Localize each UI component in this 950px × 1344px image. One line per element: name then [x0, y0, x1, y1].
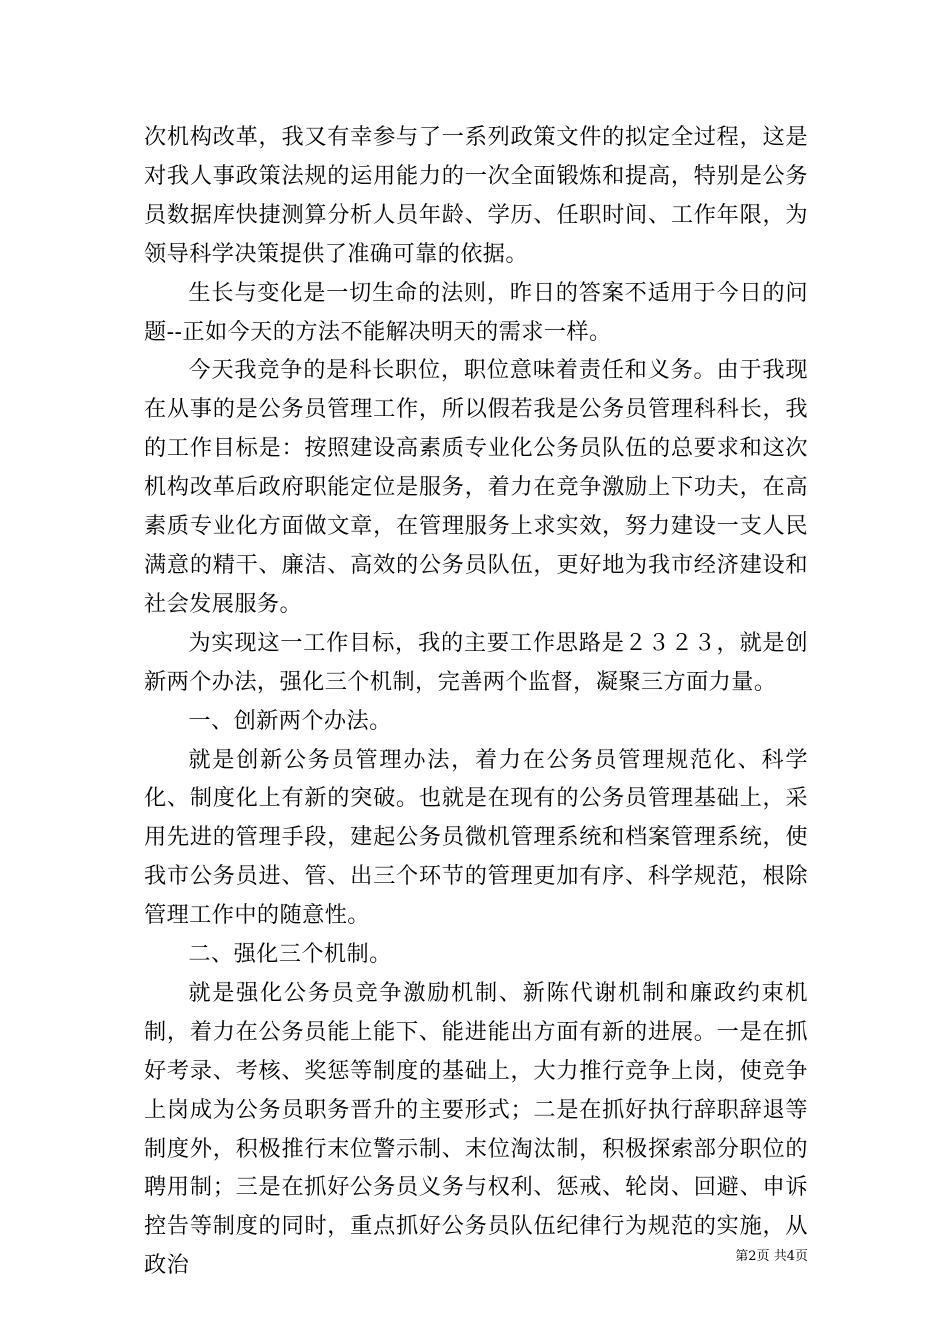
- paragraph-section-two: 就是强化公务员竞争激励机制、新陈代谢机制和廉政约束机制，着力在公务员能上能下、能进能出方面有新的进展。一是在抓好考录、考核、奖惩等制度的基础上，大力推行竞争上岗，使竞争上岗成为公务员职务晋升的主要形式；二是在抓好执行辞职辞退等制度外，积极推行末位警示制、末位淘汰制，积极探索部分职位的聘用制；三是在抓好公务员义务与权利、惩戒、轮岗、回避、申诉控告等制度的同时，重点抓好公务员队伍纪律行为规范的实施，从政治: [144, 979, 808, 1279]
- paragraph-work-goal: 今天我竞争的是科长职位，职位意味着责任和义务。由于我现在从事的是公务员管理工作，所以假若我是公务员管理科科长，我的工作目标是：按照建设高素质专业化公务员队伍的总要求和这次机构改革后政府职能定位是服务，着力在竞争激励上下功夫，在高素质专业化方面做文章，在管理服务上求实效，努力建设一支人民满意的精干、廉洁、高效的公务员队伍，更好地为我市经济建设和社会发展服务。: [144, 357, 808, 617]
- document-body: [144, 118, 808, 1285]
- section-heading-one: 一、创新两个办法。: [188, 707, 392, 734]
- paragraph-section-one: 就是创新公务员管理办法，着力在公务员管理规范化、科学化、制度化上有新的突破。也就是在现有的公务员管理基础上，采用先进的管理手段，建起公务员微机管理系统和档案管理系统，使我市公务员进、管、出三个环节的管理更加有序、科学规范，根除管理工作中的随意性。: [144, 746, 808, 929]
- footer-middle: 页 共: [756, 1249, 787, 1264]
- paragraph-growth-and-change: 生长与变化是一切生命的法则，昨日的答案不适用于今日的问题--正如今天的方法不能解决明天的需求一样。: [144, 279, 808, 345]
- page-number-footer: [714, 1249, 808, 1265]
- paragraph-continuation: 次机构改革，我又有幸参与了一系列政策文件的拟定全过程，这是对我人事政策法规的运用能力的一次全面锻炼和提高，特别是公务员数据库快捷测算分析人员年龄、学历、任职时间、工作年限，为领导科学决策提供了准确可靠的依据。: [144, 124, 808, 267]
- footer-prefix: 第: [735, 1249, 749, 1264]
- section-heading-two: 二、强化三个机制。: [188, 941, 392, 968]
- footer-suffix: 页: [794, 1249, 808, 1264]
- footer-total-pages: 4: [786, 1249, 795, 1264]
- footer-current-page: 2: [748, 1249, 757, 1264]
- paragraph-work-approach: 为实现这一工作目标，我的主要工作思路是２３２３，就是创新两个办法，强化三个机制，完善两个监督，凝聚三方面力量。: [144, 629, 808, 695]
